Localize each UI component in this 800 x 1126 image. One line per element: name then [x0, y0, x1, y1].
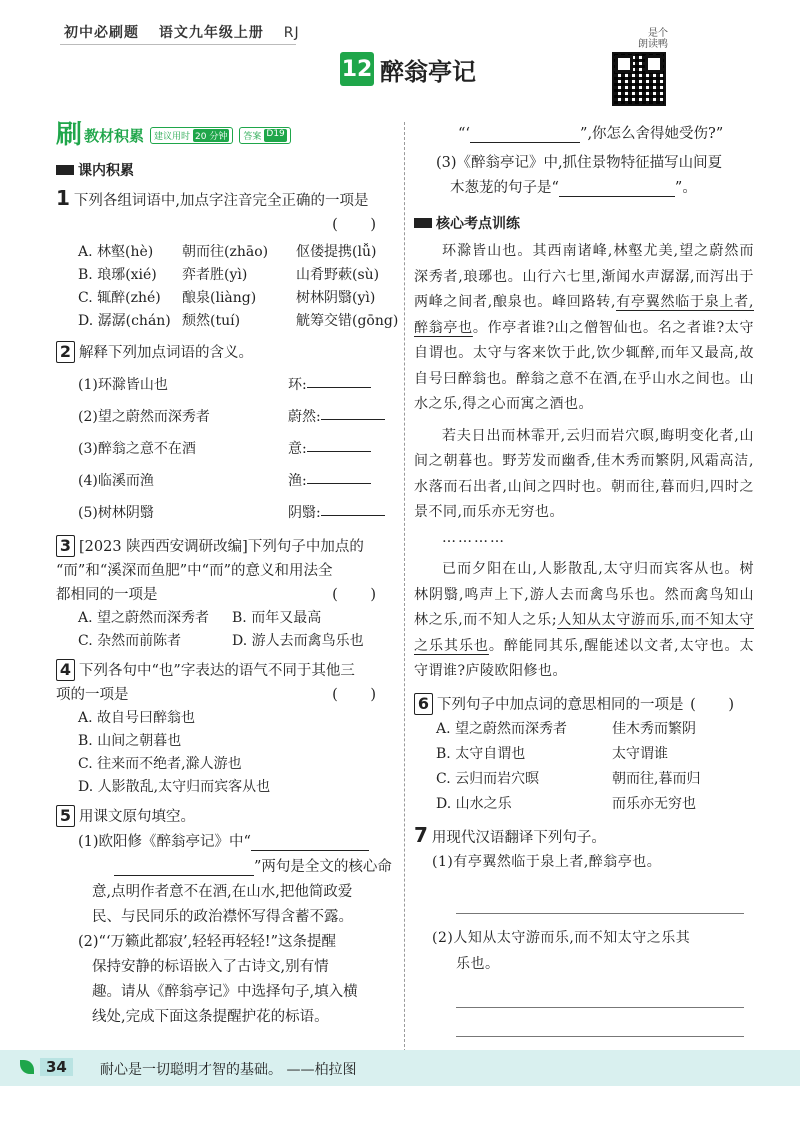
page-footer	[0, 1050, 800, 1086]
question-number: 6	[414, 693, 433, 715]
answer-paren[interactable]: ( )	[332, 217, 390, 233]
q2-item-label: 意:	[288, 441, 307, 457]
passage-text: 环滁皆山也。其西南诸峰,林壑尤美,望之蔚然而深秀者,琅琊也。山行六七里,渐闻水声潺潺,而泻出于两峰之间者,酿泉也。峰回路转,	[414, 243, 754, 310]
answer-blank[interactable]	[559, 180, 675, 197]
q2-item-text: (3)醉翁之意不在酒	[78, 441, 196, 457]
translate-sentence-2-cont: 乐也。	[456, 955, 500, 972]
q1-options	[78, 241, 399, 333]
answer-paren[interactable]: ( )	[332, 687, 390, 703]
question-number: 5	[56, 805, 75, 827]
q5-text: ”。	[674, 180, 697, 196]
q2-item	[78, 497, 396, 529]
question-text: 下列句子中加点词的意思相同的一项是	[437, 696, 684, 713]
translate-sentence-2: (2)人知从太守游而乐,而不知太守之乐其	[432, 930, 691, 946]
option: 朝而往(zhāo)	[182, 244, 269, 260]
q2-item	[78, 369, 396, 401]
answer-value: D19	[264, 129, 286, 142]
q5-text: (3)《醉翁亭记》中,抓住景物特征描写山间夏	[436, 155, 723, 171]
ellipsis: …………	[442, 529, 506, 546]
subheading-1-text: 课内积累	[78, 163, 134, 179]
option[interactable]: D. 人影散乱,太守归而宾客从也	[78, 779, 271, 795]
option: 伛偻提携(lǚ)	[296, 244, 377, 260]
subheading-marker-icon	[414, 218, 432, 228]
left-column	[56, 120, 399, 1030]
q2-item-label: 蔚然:	[288, 409, 321, 425]
question-2	[56, 341, 396, 529]
q5-text: ”两句是全文的核心命	[254, 859, 392, 875]
question-5	[56, 805, 396, 1030]
option: 颓然(tuí)	[182, 313, 241, 329]
q3-options	[78, 607, 396, 653]
answer-blank[interactable]	[307, 369, 371, 388]
q2-item-text: (4)临溪而渔	[78, 473, 154, 489]
option-pair: 而乐亦无穷也	[612, 795, 696, 812]
q5-text: (1)欧阳修《醉翁亭记》中“	[78, 834, 251, 850]
question-number: 1	[56, 186, 70, 210]
lesson-title	[340, 52, 476, 86]
question-text: 下列各句中“也”字表达的语气不同于其他三	[79, 663, 355, 679]
option: 酿泉(liàng)	[182, 290, 257, 306]
q2-item-label: 阴翳:	[288, 505, 321, 521]
q5-text: 民、与民同乐的政治襟怀写得含蓄不露。	[92, 909, 353, 925]
answer-line[interactable]	[456, 889, 744, 914]
option[interactable]: B. 琅琊(xié)	[78, 267, 157, 283]
q2-item	[78, 401, 396, 433]
question-text: “而”和“溪深而鱼肥”中“而”的意义和用法全	[56, 563, 333, 579]
lesson-number: 12	[340, 52, 374, 86]
option-pair: 佳木秀而繁阴	[612, 720, 696, 737]
option[interactable]: A. 望之蔚然而深秀者	[78, 610, 210, 626]
qr-block[interactable]	[612, 28, 668, 106]
question-number: 2	[56, 341, 75, 363]
footer-quote: 耐心是一切聪明才智的基础。 ——柏拉图	[100, 1062, 357, 1078]
answer-paren[interactable]: ( )	[332, 587, 390, 603]
answer-blank[interactable]	[470, 126, 580, 143]
book-name: 初中必刷题	[64, 25, 139, 41]
subheading-2-text: 核心考点训练	[436, 216, 520, 232]
option[interactable]: B. 而年又最高	[232, 610, 322, 626]
answer-label: 答案	[243, 131, 262, 142]
question-5-continued: “‘ ”,你怎么舍得她受伤?” (3)《醉翁亭记》中,抓住景物特征描写山间夏 木葱茏的句子是“ ”。	[414, 122, 754, 201]
passage-paragraph-2: 若夫日出而林霏开,云归而岩穴暝,晦明变化者,山间之朝暮也。野芳发而幽香,佳木秀而繁阴,风霜高洁,水落而石出者,山间之四时也。朝而往,暮而归,四时之景不同,而乐亦无穷也。	[414, 427, 754, 520]
underlined-sentence: 有亭翼然临于泉上者,醉翁亭也	[414, 294, 754, 336]
answer-blank[interactable]	[307, 433, 371, 452]
lesson-name: 醉翁亭记	[380, 57, 476, 86]
question-7	[414, 823, 754, 1038]
answer-pill	[239, 127, 290, 144]
option[interactable]: C. 杂然而前陈者	[78, 633, 182, 649]
translate-sentence-1: (1)有亭翼然临于泉上者,醉翁亭也。	[432, 853, 662, 870]
subheading-2	[414, 213, 754, 233]
option-pair: 朝而往,暮而归	[612, 770, 701, 787]
q6-options	[436, 717, 754, 817]
answer-line[interactable]	[456, 1012, 744, 1037]
header-divider	[60, 44, 296, 45]
option[interactable]: D. 游人去而禽鸟乐也	[232, 633, 364, 649]
option[interactable]: D. 山水之乐	[436, 795, 512, 812]
question-4	[56, 659, 396, 799]
right-column	[414, 122, 754, 1037]
subject-name: 语文九年级上册	[158, 25, 264, 41]
q5-text: 意,点明作者意不在酒,在山水,把他简政爱	[92, 884, 353, 900]
question-number: 3	[56, 535, 75, 557]
option-pair: 太守谓谁	[612, 745, 668, 762]
edition: RJ	[283, 25, 300, 41]
q5-text: ”,你怎么舍得她受伤?”	[580, 126, 724, 142]
q5-text: (2)“‘万籁此都寂’,轻轻再轻轻!”这条提醒	[78, 934, 337, 950]
passage-text: 已而夕阳在山,人影散乱,太守归而宾客从也。树林阴翳,鸣声上下,游人去而禽鸟乐也。然而禽鸟知山林之乐,而不知人之乐;	[414, 561, 754, 628]
q2-item-label: 环:	[288, 377, 307, 393]
option[interactable]: A. 故自号曰醉翁也	[78, 710, 196, 726]
page-number: 34	[40, 1058, 73, 1076]
passage-text: 。作亭者谁?山之僧智仙也。名之者谁?太守自谓也。太守与客来饮于此,饮少辄醉,而年又最高,故自号曰醉翁也。醉翁之意不在酒,在乎山水之间也。山水之乐,得之心而寓之酒也。	[414, 319, 755, 412]
answer-blank[interactable]	[321, 497, 385, 516]
answer-blank[interactable]	[251, 834, 369, 851]
leaf-icon	[20, 1060, 34, 1074]
underlined-sentence: 人知从太守游而乐,而不知太守之乐其乐也	[414, 612, 755, 654]
running-header	[64, 22, 314, 42]
q2-item-label: 渔:	[288, 473, 307, 489]
question-1	[56, 186, 399, 333]
question-text: 下列各组词语中,加点字注音完全正确的一项是	[73, 193, 369, 209]
q2-item-text: (2)望之蔚然而深秀者	[78, 409, 210, 425]
classical-passage	[414, 239, 754, 685]
qr-code-icon[interactable]	[612, 52, 666, 106]
option[interactable]: C. 往来而不绝者,滁人游也	[78, 756, 242, 772]
question-3	[56, 535, 396, 653]
q5-text: 木葱茏的句子是“	[450, 180, 559, 196]
q2-item	[78, 465, 396, 497]
option[interactable]: C. 辄醉(zhé)	[78, 290, 161, 306]
question-text: 用课文原句填空。	[79, 809, 195, 825]
answer-blank[interactable]	[114, 859, 254, 876]
option[interactable]: B. 山间之朝暮也	[78, 733, 182, 749]
q5-text: 线处,完成下面这条提醒护花的标语。	[92, 1009, 329, 1025]
question-number: 4	[56, 659, 75, 681]
passage-paragraph-3	[414, 557, 754, 685]
option: 山肴野蔌(sù)	[296, 267, 380, 283]
q5-text: 保持安静的标语嵌入了古诗文,别有情	[92, 959, 329, 975]
question-text: 用现代汉语翻译下列句子。	[431, 829, 606, 846]
qr-label-1: 是个	[648, 28, 668, 39]
answer-line[interactable]	[456, 983, 744, 1008]
subheading-marker-icon	[56, 165, 74, 175]
section-badge: 刷	[56, 120, 83, 150]
option[interactable]: D. 潺潺(chán)	[78, 313, 171, 329]
option: 觥筹交错(gōng)	[296, 313, 399, 329]
question-text: 项的一项是	[56, 687, 129, 703]
subheading-1	[56, 160, 396, 180]
answer-blank[interactable]	[307, 465, 371, 484]
time-pill	[150, 127, 233, 144]
option[interactable]: A. 林壑(hè)	[78, 244, 154, 260]
question-text: [2023 陕西西安调研改编]下列句子中加点的	[79, 539, 364, 555]
answer-blank[interactable]	[321, 401, 385, 420]
q5-text: 趣。请从《醉翁亭记》中选择句子,填入横	[92, 984, 358, 1000]
option[interactable]: C. 云归而岩穴暝	[436, 770, 540, 787]
option: 树林阴翳(yì)	[296, 290, 376, 306]
q2-item	[78, 433, 396, 465]
section-bar	[56, 122, 396, 148]
option[interactable]: B. 太守自谓也	[436, 745, 526, 762]
option[interactable]: A. 望之蔚然而深秀者	[436, 720, 568, 737]
question-number: 7	[414, 822, 428, 847]
question-text: 都相同的一项是	[56, 587, 158, 603]
qr-label-2: 朗读鸭	[638, 39, 668, 50]
passage-text: 。醉能同其乐,醒能述以文者,太守也。太守谓谁?庐陵欧阳修也。	[414, 637, 755, 679]
passage-paragraph-1	[414, 239, 754, 418]
time-label: 建议用时	[154, 131, 191, 142]
section-name: 教材积累	[84, 126, 145, 145]
question-text: 解释下列加点词语的含义。	[79, 345, 253, 361]
answer-paren[interactable]: ( )	[690, 696, 748, 713]
question-6	[414, 693, 754, 817]
time-value: 20 分钟	[193, 129, 229, 142]
q2-item-text: (1)环滁皆山也	[78, 377, 168, 393]
q2-item-text: (5)树林阴翳	[78, 505, 154, 521]
option: 弈者胜(yì)	[182, 267, 248, 283]
